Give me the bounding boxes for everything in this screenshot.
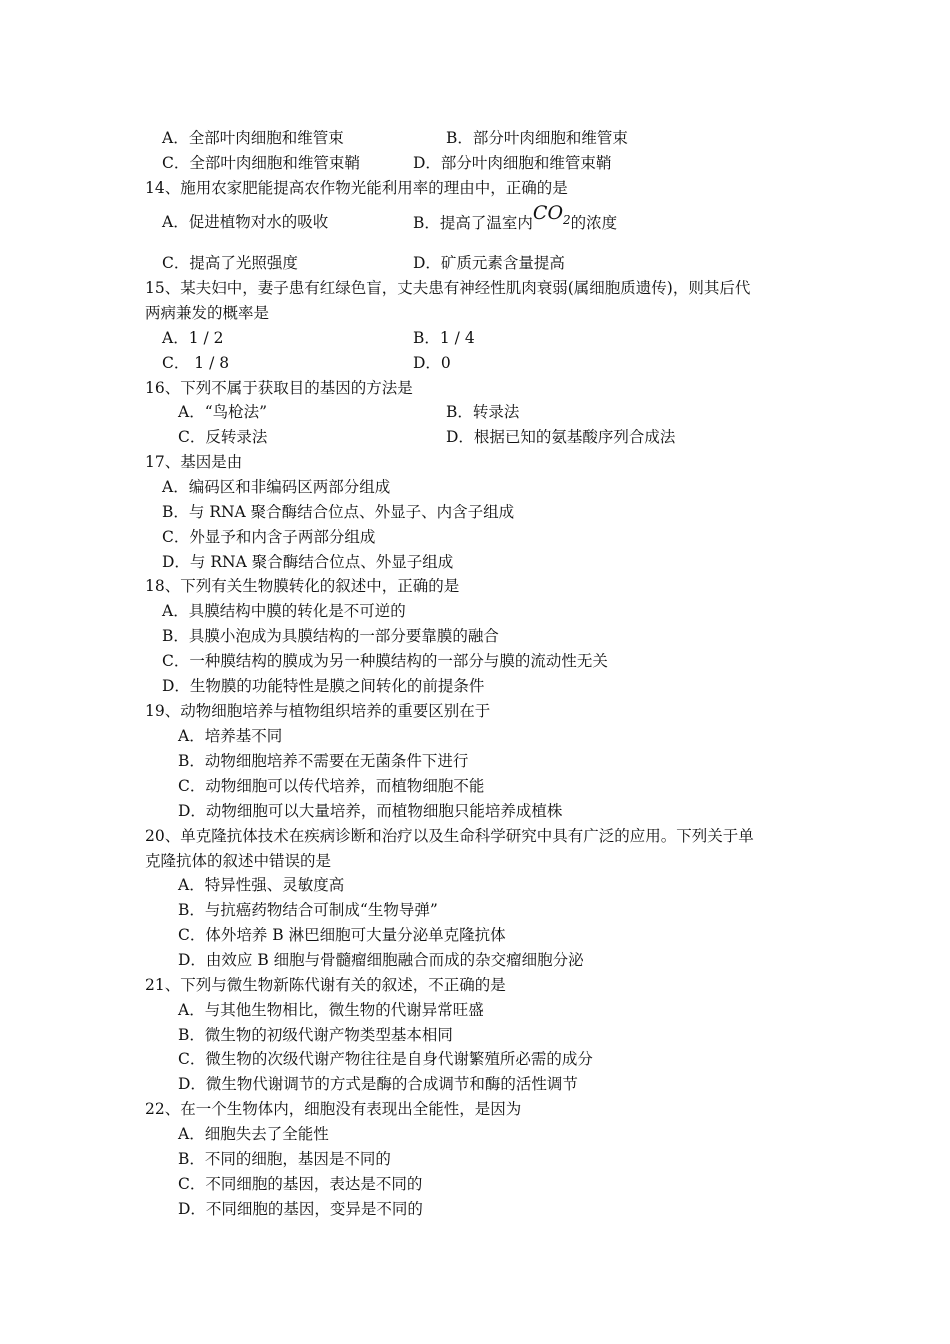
co2-formula: $CO_2$ [532,202,571,227]
q14-option-b-prefix: B．提高了温室内 [413,214,533,232]
q15-option-b: B．1 / 4 [413,329,475,347]
q14-option-d: D．矿质元素含量提高 [413,254,565,272]
q21-option-d: D．微生物代谢调节的方式是酶的合成调节和酶的活性调节 [178,1075,578,1093]
q15-option-c: C． 1 / 8 [162,354,230,372]
q21-option-a: A．与其他生物相比，微生物的代谢异常旺盛 [178,1001,484,1019]
q18-stem: 18、下列有关生物膜转化的叙述中，正确的是 [145,577,460,595]
q17-option-b: B．与 RNA 聚合酶结合位点、外显子、内含子组成 [162,503,515,521]
q13-option-d: D．部分叶肉细胞和维管束鞘 [413,154,612,172]
q15-stem-line1: 15、某夫妇中，妻子患有红绿色盲，丈夫患有神经性肌肉衰弱(属细胞质遗传)，则其后代 [145,279,751,297]
q20-option-d: D．由效应 B 细胞与骨髓瘤细胞融合而成的杂交瘤细胞分泌 [178,951,584,969]
q21-stem: 21、下列与微生物新陈代谢有关的叙述，不正确的是 [145,976,506,994]
q22-stem: 22、在一个生物体内，细胞没有表现出全能性，是因为 [145,1100,522,1118]
q21-option-c: C．微生物的次级代谢产物往往是自身代谢繁殖所必需的成分 [178,1050,593,1068]
q22-option-b: B．不同的细胞，基因是不同的 [178,1150,391,1168]
q22-option-c: C．不同细胞的基因，表达是不同的 [178,1175,423,1193]
q19-option-c: C．动物细胞可以传代培养，而植物细胞不能 [178,777,485,795]
q18-option-b: B．具膜小泡成为具膜结构的一部分要靠膜的融合 [162,627,499,645]
q16-option-d: D．根据已知的氨基酸序列合成法 [446,428,676,446]
q20-stem-line1: 20、单克隆抗体技术在疾病诊断和治疗以及生命科学研究中具有广泛的应用。下列关于单 [145,827,754,845]
q20-stem-line2: 克隆抗体的叙述中错误的是 [145,852,332,870]
q16-option-a: A．“鸟枪法” [178,403,268,421]
q16-option-b: B．转录法 [446,403,520,421]
q13-option-c: C．全部叶肉细胞和维管束鞘 [162,154,360,172]
q14-option-c: C．提高了光照强度 [162,254,298,272]
q18-option-c: C．一种膜结构的膜成为另一种膜结构的一部分与膜的流动性无关 [162,652,608,670]
q16-stem: 16、下列不属于获取目的基因的方法是 [145,379,413,397]
q19-stem: 19、动物细胞培养与植物组织培养的重要区别在于 [145,702,491,720]
q17-option-c: C．外显予和内含子两部分组成 [162,528,376,546]
q21-option-b: B．微生物的初级代谢产物类型基本相同 [178,1026,453,1044]
q15-stem-line2: 两病兼发的概率是 [145,304,270,322]
q18-option-a: A．具膜结构中膜的转化是不可逆的 [162,602,406,620]
q13-option-b: B．部分叶肉细胞和维管束 [446,129,628,147]
q19-option-a: A．培养基不同 [178,727,283,745]
q17-stem: 17、基因是由 [145,453,243,471]
q15-option-a: A．1 / 2 [162,329,224,347]
q19-option-b: B．动物细胞培养不需要在无菌条件下进行 [178,752,469,770]
q20-option-a: A．特异性强、灵敏度高 [178,876,345,894]
q22-option-a: A．细胞失去了全能性 [178,1125,329,1143]
q14-option-b-suffix: 的浓度 [570,214,618,232]
q18-option-d: D．生物膜的功能特性是膜之间转化的前提条件 [162,677,485,695]
q16-option-c: C．反转录法 [178,428,268,446]
q17-option-a: A．编码区和非编码区两部分组成 [162,478,391,496]
q14-option-b [413,202,618,239]
q14-stem: 14、施用农家肥能提高农作物光能利用率的理由中，正确的是 [145,179,568,197]
q13-option-a: A．全部叶肉细胞和维管束 [162,129,344,147]
q20-option-b: B．与抗癌药物结合可制成“生物导弹” [178,901,438,919]
q15-option-d: D．0 [413,354,451,372]
q19-option-d: D．动物细胞可以大量培养，而植物细胞只能培养成植株 [178,802,563,820]
q22-option-d: D．不同细胞的基因，变异是不同的 [178,1200,423,1218]
q14-option-a: A．促进植物对水的吸收 [162,213,329,231]
q20-option-c: C．体外培养 B 淋巴细胞可大量分泌单克隆抗体 [178,926,506,944]
q17-option-d: D．与 RNA 聚合酶结合位点、外显子组成 [162,553,454,571]
